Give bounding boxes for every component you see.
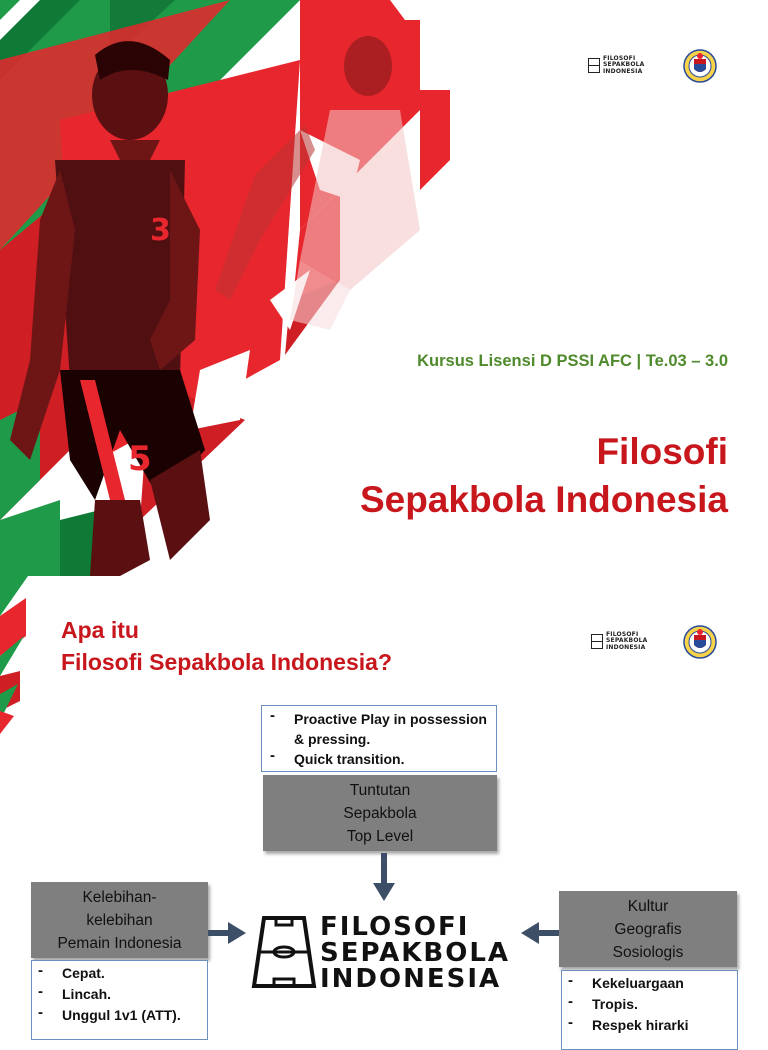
list-item: - Respek hirarki: [566, 1015, 733, 1036]
list-item: - Unggul 1v1 (ATT).: [36, 1005, 203, 1026]
svg-text:3: 3: [150, 213, 171, 248]
filosofi-logo-small: FILOSOFI SEPAKBOLA INDONESIA: [591, 632, 648, 651]
question-title: Apa itu Filosofi Sepakbola Indonesia?: [61, 617, 392, 675]
list-item: - Proactive Play in possession & pressing.: [268, 709, 490, 749]
pitch-icon: [591, 634, 603, 649]
list-item: - Quick transition.: [268, 749, 490, 769]
corner-decoration: [0, 576, 30, 746]
content-slide: [0, 576, 768, 1033]
pssi-badge-icon: [683, 623, 717, 661]
arrow-down-icon: [371, 853, 397, 903]
player-strengths-box: Kelebihan- kelebihan Pemain Indonesia: [31, 882, 208, 958]
filosofi-logo-small: FILOSOFI SEPAKBOLA INDONESIA: [588, 56, 645, 75]
filosofi-main-logo: FILOSOFI SEPAKBOLA INDONESIA: [252, 912, 512, 992]
list-item: - Tropis.: [566, 994, 733, 1015]
top-level-demands-list: [261, 705, 497, 772]
culture-list: [561, 970, 738, 1050]
list-item: - Kekeluargaan: [566, 973, 733, 994]
slide-title: Filosofi Sepakbola Indonesia: [359, 431, 728, 520]
top-level-demands-box: Tuntutan Sepakbola Top Level: [263, 775, 497, 851]
list-item: - Lincah.: [36, 984, 203, 1005]
pitch-icon: [588, 58, 600, 73]
pssi-badge-icon: [683, 47, 717, 85]
arrow-right-icon: [208, 920, 246, 946]
player-number: 5: [128, 439, 152, 479]
list-item: - Cepat.: [36, 963, 203, 984]
arrow-left-icon: [521, 920, 559, 946]
pitch-icon: [252, 916, 316, 988]
culture-box: Kultur Geografis Sosiologis: [559, 891, 737, 967]
player-strengths-list: [31, 960, 208, 1040]
course-subtitle: Kursus Lisensi D PSSI AFC | Te.03 – 3.0: [417, 352, 728, 370]
